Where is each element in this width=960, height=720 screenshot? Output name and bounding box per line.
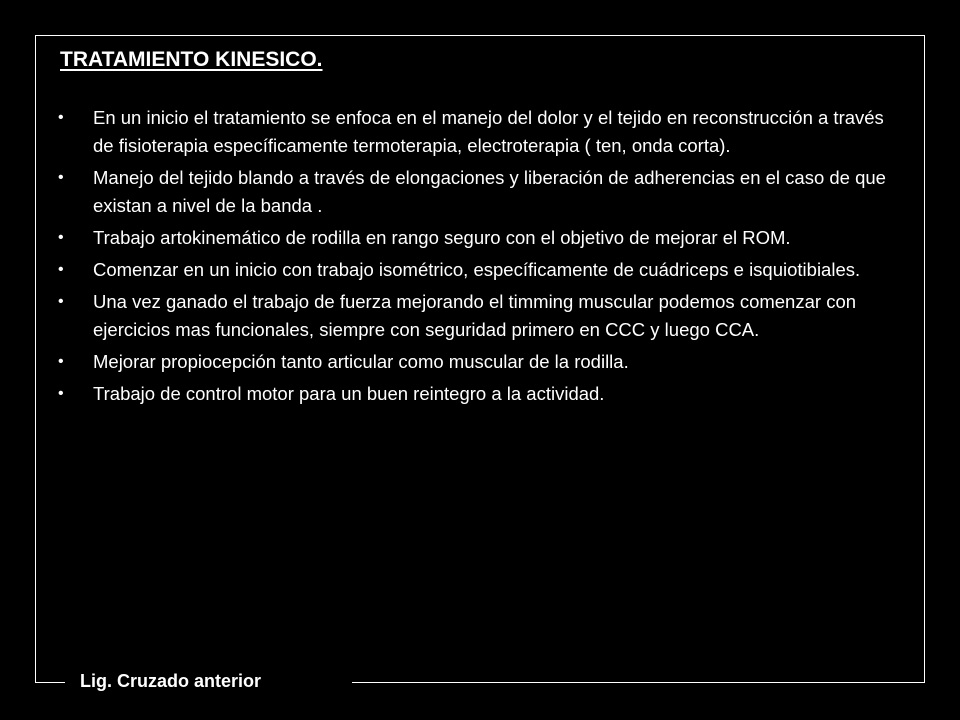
bullet-item (58, 164, 908, 220)
bullet-text: Trabajo artokinemático de rodilla en rango seguro con el objetivo de mejorar el ROM. (93, 227, 791, 248)
slide-title: TRATAMIENTO KINESICO. (60, 48, 323, 71)
bullet-dot-icon: • (58, 293, 64, 310)
bullet-dot-icon: • (58, 385, 64, 402)
bullet-dot-icon: • (58, 109, 64, 126)
bullet-item (58, 256, 908, 284)
bullet-dot-icon: • (58, 353, 64, 370)
bullet-item (58, 348, 908, 376)
bullet-item (58, 224, 908, 252)
bullet-text: Mejorar propiocepción tanto articular como muscular de la rodilla. (93, 351, 629, 372)
bullet-text: Manejo del tejido blando a través de elongaciones y liberación de adherencias en el caso de que existan a nivel de la banda . (93, 167, 886, 216)
bullet-list (58, 104, 908, 412)
bullet-item (58, 288, 908, 344)
bullet-text: Una vez ganado el trabajo de fuerza mejorando el timming muscular podemos comenzar con ejercicios mas funcionales, siempre con seguridad primero en CCC y luego CCA. (93, 291, 857, 340)
bullet-item (58, 380, 908, 408)
footer-label: Lig. Cruzado anterior (80, 671, 262, 691)
bullet-dot-icon: • (58, 169, 64, 186)
bullet-dot-icon: • (58, 229, 64, 246)
bullet-dot-icon: • (58, 261, 64, 278)
bullet-item (58, 104, 908, 160)
bullet-text: Comenzar en un inicio con trabajo isométrico, específicamente de cuádriceps e isquiotibiales. (93, 259, 861, 280)
bullet-text: En un inicio el tratamiento se enfoca en el manejo del dolor y el tejido en reconstrucción a través de fisioterapia específicamente termoterapia, electroterapia ( ten, onda corta). (93, 107, 884, 156)
bullet-text: Trabajo de control motor para un buen reintegro a la actividad. (93, 383, 605, 404)
